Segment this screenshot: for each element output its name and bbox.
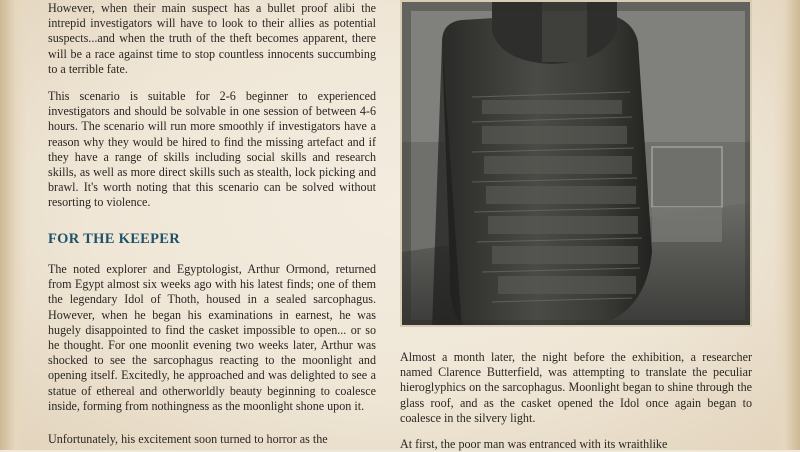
paragraph-at-first: At first, the poor man was entranced with its wraithlike — [400, 437, 668, 451]
page-edge-right — [774, 0, 800, 450]
paragraph-keeper-intro: The noted explorer and Egyptologist, Arthur Ormond, returned from Egypt almost six weeks ago with his latest finds; one of them the legendary Idol of Thoth, housed in a sealed sarcophagus. However, when he began his examinations in earnest, he was hugely disappointed to find the casket impossible to open... or so he thought. For one moonlit evening two weeks later, Arthur was shocked to see the sarcophagus reacting to the moonlight and opening itself. Excitedly, he approached and was delighted to see a statue of ethereal and otherworldly beauty beginning to coalesce inside, forming from nothingness as the moonlight shone upon it. — [48, 262, 376, 413]
paragraph-month-later: Almost a month later, the night before the exhibition, a researcher named Clarence Butterfield, was attempting to translate the peculiar hieroglyphics on the sarcophagus. Moonlight began to shine through the glass roof, and as the casket opened the Idol once again began to coalesce in the silvery light. — [400, 350, 752, 425]
section-heading-keeper: FOR THE KEEPER — [48, 231, 181, 247]
sarcophagus-illustration — [402, 2, 752, 327]
page-edge-left — [0, 0, 26, 450]
paragraph-suitability: This scenario is suitable for 2-6 beginner to experienced investigators and should be solvable in one session of between 4-6 hours. The scenario will run more smoothly if investigators have a reason why they would be hired to find the missing artefact and if they have a range of skills including social skills and research skills, as well as more direct skills such as stealth, lock picking and brawl. It's worth noting that this scenario can be solved without resorting to violence. — [48, 89, 376, 210]
paragraph-intro-end: However, when their main suspect has a bullet proof alibi the intrepid investigators will have to look to their allies as potential suspects...and when the truth of the theft becomes apparent, there will be a race against time to stop countless innocents succumbing to a terrible fate. — [48, 1, 376, 76]
sarcophagus-photo — [400, 0, 752, 327]
paragraph-unfortunately: Unfortunately, his excitement soon turned to horror as the — [48, 432, 328, 446]
